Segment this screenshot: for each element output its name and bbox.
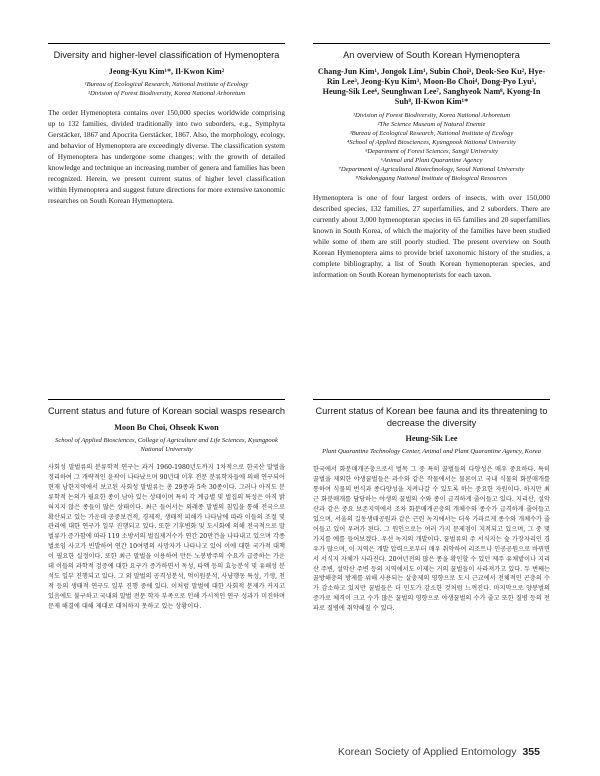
- affiliations: [48, 80, 285, 98]
- article-1: [48, 43, 285, 206]
- article-title: Diversity and higher-level classification of Hymenoptera: [53, 50, 280, 60]
- affiliation: ¹Bureau of Ecological Research, National Institute of Ecology: [84, 80, 249, 88]
- top-rule: [313, 399, 550, 400]
- affiliation: ⁷Department of Agricultural Biotechnology, Seoul National University: [338, 166, 525, 174]
- article-authors: Chang-Jun Kim¹, Jongok Lim¹, Subin Choi¹, Deok-Seo Ku², Hye-Rin Lee³, Jeong-Kyu Kim³, Moon-Bo Choi⁴, Dong-Pyo Lyu⁵, Heung-Sik Lee⁶, Seunghwan Lee⁷, Sanghyeok Nam⁸, Kyong-In Suh⁸, Il-Kwon Kim¹*: [317, 66, 546, 107]
- affiliation: ¹Division of Forest Biodiversity, Korea National Arboretum: [353, 111, 510, 119]
- top-rule: [48, 399, 285, 400]
- affiliation: School of Applied Biosciences, College of Agriculture and Life Sciences, Kyungpook National University: [55, 436, 278, 453]
- article-4: [313, 399, 550, 614]
- affiliation: ³Bureau of Ecological Research, National Institute of Ecology: [349, 129, 514, 137]
- article-title: Current status of Korean bee fauna and its threatening to decrease the diversity: [315, 406, 548, 428]
- abstract-text: The order Hymenoptera contains over 150,000 species worldwide comprising up to 132 families, divided traditionally into two suborders, e.g., Symphyta Gerstäcker, 1867 and Apocrita Gerstäcker, 1867. Also, the morphology, ecology, and behavior of Hymenoptera are exceedingly diverse. The classification system of Hymenoptera has undergone some changes; with the growth of detailed knowledge and technique an increasing number of genera and families has been recognized. Herein, we present current status of higher level classification within Hymenoptera and suggest future directions for more extensive taxonomic researches on South Korean Hymenoptera.: [48, 107, 285, 206]
- page-footer: [338, 746, 540, 758]
- abstract-text: Hymenoptera is one of four largest orders of insects, with over 150,000 described species, 132 families, 27 superfamilies, and 2 suborders. There are currently about 3,000 hymenopteran species in 65 families and 20 superfamilies known in South Korea, of which the majority of the families have been studied while some of them are still poorly studied. The present overview on South Korean Hymenoptera aims to provide brief taxonomic history of the studies, a complete bibliography, a list of South Korean hymenopteran species, and information on South Korean hymenopterists for each taxon.: [313, 193, 550, 280]
- affiliation: ⁸Nakdonggang National Institute of Biological Resources: [355, 175, 508, 183]
- society-name: Korean Society of Applied Entomology: [337, 746, 517, 758]
- article-title: An overview of South Korean Hymenoptera: [343, 50, 520, 60]
- affiliations: [313, 111, 550, 184]
- article-title: Current status and future of Korean social wasps research: [48, 406, 285, 416]
- article-authors: Heung-Sik Lee: [405, 434, 458, 443]
- article-2: [313, 43, 550, 280]
- article-authors: Jeong-Kyu Kim¹*, Il-Kwon Kim²: [108, 66, 225, 76]
- abstract-text: 한국에서 화분매개곤충으로서 벌목 그 중 특히 꿀벌들의 다양성은 매우 중요하다. 특히 꿀벌을 제외한 야생꿀벌들은 과수와 같은 작물에서는 물론이고 국내 식물의 화분매개를 통하여 식물의 번식과 종다양성을 지켜나갈 수 있도록 하는 중요한 자원이다. 하지만 최근 화분매개를 담당하는 야생의 꿀벌의 수와 종이 급격하게 줄어들고 있다. 지리산, 설악산과 같은 중요 보존지역에서 조차 화분매개곤충의 개체수와 종수가 급격하게 줄어들고 있으며, 서울의 길동생태공원과 같은 근린 녹지에서는 더욱 가파르게 종수와 개체수가 줄어들고 있어 우려가 된다. 그 원인으로는 여러 가지 문제점이 지적되고 있으며, 그 중 몇가지를 예를 들어보겠다. 우선 녹지의 개발이다. 꿀벌류의 주 서식지는 숲 가장자리인 경우가 많으며, 이 지역은 개발 압력으로부터 매우 취약하여 리조트나 인공공원으로 바뀌면서 서식지 자체가 사라진다. 20여년전의 많은 종을 확인할 수 있던 제주 유채밭이나 지리산 주변, 설악산 주변 등의 지역에서도 이제는 거의 꿀벌들이 사라져가고 있다. 두 번째는 꿀방해충의 방제를 위해 사용되는 살충제의 영향으로 도시 근교에서 전체적인 곤충의 수가 감소하고 있지만 꿀벌들은 더 민도가 감소한 것처럼 느껴진다. 마지막으로 양봉벌의 증가로 체격이 크고 수가 많은 꿀벌의 영향으로 야생꿀벌의 수가 줄고 또한 질병 등의 전파로 질병에 취약해질 수 있다.: [313, 466, 550, 613]
- article-3: [48, 399, 285, 612]
- affiliation: ²The Science Museum of Natural Enemie: [377, 120, 486, 128]
- affiliation: ⁴School of Applied Biosciences, Kyungpook National University: [346, 138, 516, 146]
- affiliation: ⁶Animal and Plant Quarantine Agency: [380, 156, 483, 164]
- affiliation: ²Division of Forest Biodiversity, Korea National Arboretum: [88, 89, 245, 97]
- affiliation: ⁵Department of Forest Sciences, Sangji University: [365, 147, 498, 155]
- abstract-text: 사회성 말벌류의 분류학적 연구는 과거 1960-1980년도까지 1차적으로 한국산 말벌을 정리하여 그 개략적인 윤곽이 나타났으며 90년대 이후 전문 분류학자들에 의해 연구되어 현재 남한지역에서 보고된 사회성 말벌류는 총 29종과 5속 30종이다. 그러나 아직도 분류학적 논의가 필요한 종이 남아 있는 상태이며 특히 각 계급별 및 벌집의 특성은 아직 밝혀지지 않은 종들이 많은 상태이다. 최근 들어서는 외래종 말벌의 침입을 통해 전국으로 확산되고 있는 가운데 공중보건적, 경제적, 생태적 피해가 나타남에 따라 이들의 조절 및 관리에 대한 연구가 일부 진행되고 있다. 또한 기후변화 및 도시화에 의해 전국적으로 말벌류가 증가함에 따라 119 소방서의 벌집제거수가 연간 20만건을 나타내고 있으며 각종 벌쏘임 사고가 빈발하여 연간 10여명의 사망자가 나타나고 있어 이에 대한 국가적 대책이 필요한 실정이다. 또한 최근 말벌을 이용하여 만든 노봉방주의 수요가 급증하는 가운데 이들의 과학적 검증에 대한 요구가 증가하면서 독성, 타액 등의 효능분석 및 유해성 분석도 일부 진행되고 있다. 그 외 말벌의 공격성분석, 먹이원분석, 사냥행동 특성, 기생, 천적 등의 생태적 연구도 일부 진행 중에 있다. 이처럼 말벌에 대한 사회적 문제가 커지고 있음에도 불구하고 국내외 말벌 전문 학자 부족으로 인해 가시적인 연구 성과가 미진하며 문제 해결에 대해 제대로 대처하지 못하고 있는 상황이다.: [48, 463, 285, 610]
- affiliations: [48, 436, 285, 454]
- page-number: 355: [522, 746, 540, 758]
- affiliations: [313, 447, 550, 456]
- article-authors: Moon Bo Choi, Ohseok Kwon: [114, 422, 219, 432]
- affiliation: Plant Quarantine Technology Center, Animal and Plant Quarantine Agency, Korea: [322, 448, 541, 456]
- top-rule: [48, 43, 285, 44]
- top-rule: [313, 43, 550, 44]
